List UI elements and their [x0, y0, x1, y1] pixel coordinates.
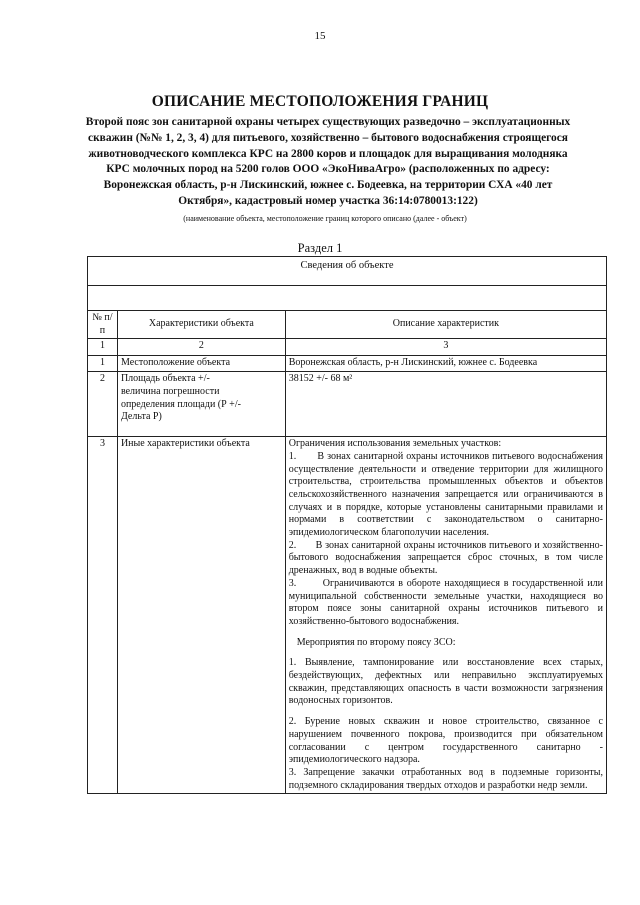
table-row — [88, 372, 607, 437]
row-characteristic: Иные характеристики объекта — [117, 437, 285, 794]
measure-item: 2. Бурение новых скважин и новое строительство, связанное с нарушением почвенного покрова, производится при обязательном согласовании с центром государственного санитарно - эпидемиологического надзора. — [288, 716, 603, 766]
row-number: 2 — [88, 372, 118, 437]
column-number-3: 3 — [285, 339, 606, 356]
object-info-table — [87, 256, 607, 794]
table-header: Сведения об объекте — [88, 257, 607, 286]
row-description: 38152 +/- 68 м² — [285, 372, 606, 437]
restriction-item: 3. Ограничиваются в обороте находящиеся в государственной или муниципальной собственности земельные участки, находящиеся во втором поясе зоны санитарной охраны источников питьевого и хозяйственно-бытового водоснабжения. — [288, 577, 603, 627]
measure-item: 3. Запрещение закачки отработанных вод в подземные горизонты, подземного складирования твердых отходов и разработки недр земли. — [288, 766, 603, 791]
page-number: 15 — [314, 30, 326, 42]
restriction-item: 1. В зонах санитарной охраны источников питьевого водоснабжения осуществление деятельности и отведение территории для жилищного строительства, строительства промышленных объектов и объектов сельскохозяйственного назначения запрещается или ограничиваются в случаях и в порядке, которые установлены санитарными правилами и нормами в соответствии с законодательством о санитарно-эпидемиологическом благополучии населения. — [288, 450, 603, 539]
row-number: 1 — [88, 356, 118, 372]
document-title: ОПИСАНИЕ МЕСТОПОЛОЖЕНИЯ ГРАНИЦ — [151, 93, 489, 110]
row-characteristic: Местоположение объекта — [117, 356, 285, 372]
row-description: Воронежская область, р-н Лискинский, южнее с. Бодеевка — [285, 356, 606, 372]
blank-row — [88, 286, 607, 311]
table-row — [88, 356, 607, 372]
restrictions-heading: Ограничения использования земельных участков: — [288, 438, 502, 450]
row-number: 3 — [88, 437, 118, 794]
restriction-item: 2. В зонах санитарной охраны источников питьевого и хозяйственно-бытового водоснабжения запрещается сброс сточных, в том числе дренажных, вод в водные объекты. — [288, 539, 603, 577]
object-caption: (наименование объекта, местоположение границ которого описано (далее - объект) — [183, 214, 467, 223]
column-number-2: 2 — [117, 339, 285, 356]
measure-item: 1. Выявление, тампонирование или восстановление всех старых, бездействующих, дефектных или неправильно эксплуатируемых скважин, представляющих опасность в части возможности загрязнения водоносных горизонтов. — [288, 657, 603, 707]
row-description — [285, 437, 606, 794]
column-number-1: 1 — [88, 339, 118, 356]
measures-heading: Мероприятия по второму поясу ЗСО: — [296, 636, 456, 648]
table-row — [88, 437, 607, 794]
column-header-description: Описание характеристик — [285, 311, 606, 339]
document-subtitle: Второй пояс зон санитарной охраны четырех существующих разведочно – эксплуатационных скважин (№№ 1, 2, 3, 4) для питьевого, хозяйственно – бытового водоснабжения строящегося животноводческого комплекса КРС на 2800 коров и площадок для выращивания молодняка КРС молочных пород на 5200 голов ООО «ЭкоНиваАгро» (расположенных по адресу: Воронежская область, р-н Лискинский, южнее с. Бодеевка, на территории СХА «40 лет Октября», кадастровый номер участка 36:14:0780013:122) — [85, 116, 571, 207]
section-title: Раздел 1 — [297, 241, 343, 255]
column-header-characteristic: Характеристики объекта — [117, 311, 285, 339]
column-header-number: № п/п — [88, 311, 118, 339]
row-characteristic: Площадь объекта +/- величина погрешности определения площади (Р +/- Дельта Р) — [117, 372, 285, 437]
